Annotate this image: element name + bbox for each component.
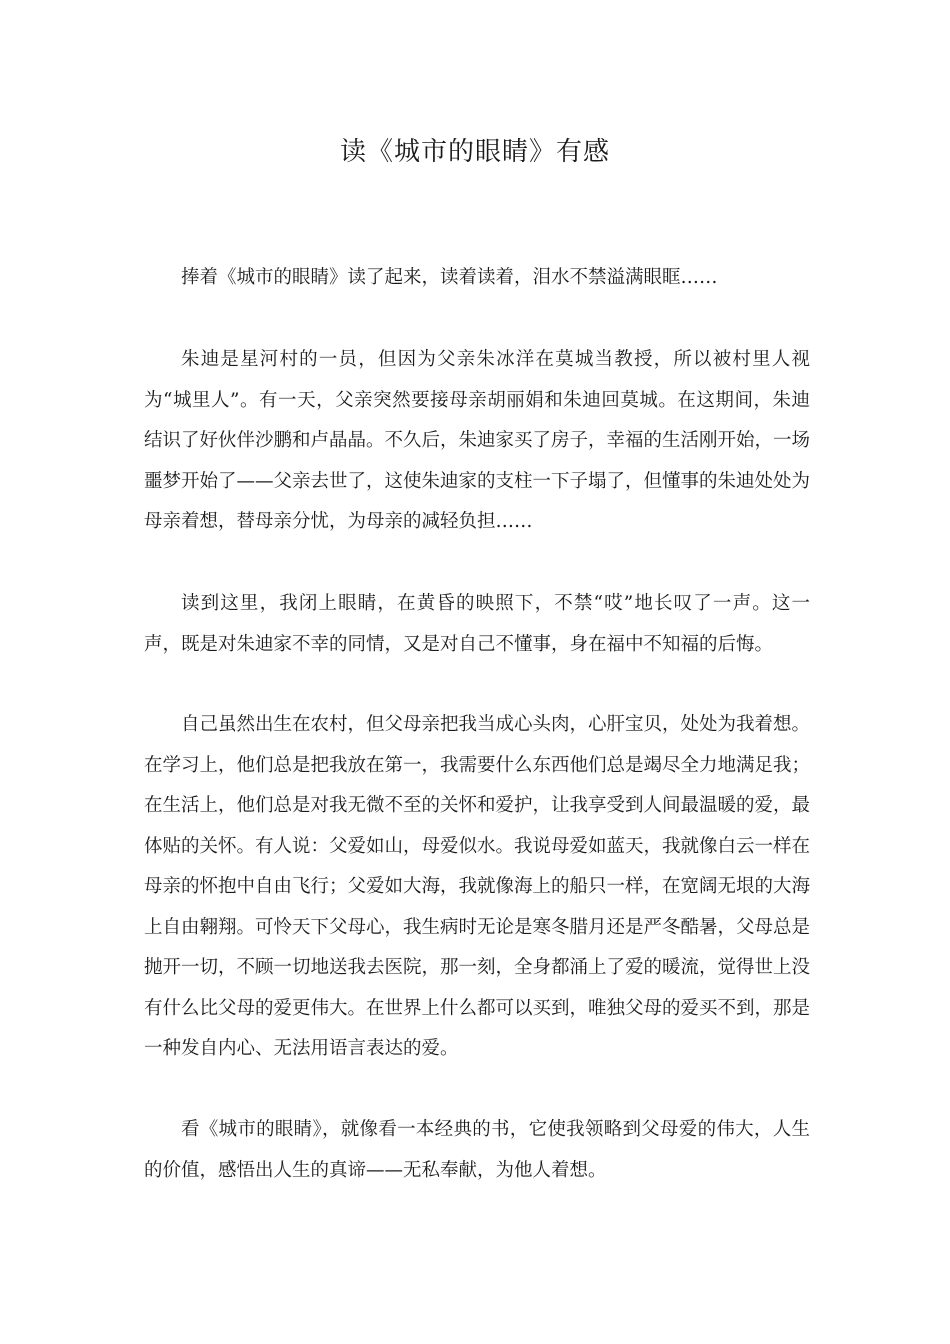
paragraph-intro: 捧着《城市的眼睛》读了起来，读着读着，泪水不禁溢满眼眶…… — [181, 267, 718, 288]
paragraph-parents-love: 自己虽然出生在农村，但父母亲把我当成心头肉，心肝宝贝，处处为我着想。在学习上，他们总是把我放在第一，我需要什么东西他们总是竭尽全力地满足我；在生活上，他们总是对我无微不至的关怀和爱护，让我享受到人间最温暖的爱，最体贴的关怀。有人说：父爱如山，母爱似水。我说母爱如蓝天，我就像白云一样在母亲的怀抱中自由飞行；父爱如大海，我就像海上的船只一样，在宽阔无垠的大海上自由翱翔。可怜天下父母心，我生病时无论是寒冬腊月还是严冬酷暑，父母总是抛开一切，不顾一切地送我去医院，那一刻，全身都涌上了爱的暖流，觉得世上没有什么比父母的爱更伟大。在世界上什么都可以买到，唯独父母的爱买不到，那是一种发自内心、无法用语言表达的爱。 — [144, 714, 811, 1059]
paragraph-reflection: 读到这里，我闭上眼睛，在黄昏的映照下，不禁“哎”地长叹了一声。这一声，既是对朱迪家不幸的同情，又是对自己不懂事，身在福中不知福的后悔。 — [144, 593, 810, 655]
page-title: 读《城市的眼睛》有感 — [339, 137, 610, 167]
paragraph-conclusion: 看《城市的眼睛》，就像看一本经典的书，它使我领略到父母爱的伟大，人生的价值，感悟出人生的真谛——无私奉献，为他人着想。 — [144, 1119, 810, 1181]
paragraph-story-summary: 朱迪是星河村的一员，但因为父亲朱冰洋在莫城当教授，所以被村里人视为“城里人”。有一天，父亲突然要接母亲胡丽娟和朱迪回莫城。在这期间，朱迪结识了好伙伴沙鹏和卢晶晶。不久后，朱迪家买了房子，幸福的生活刚开始，一场噩梦开始了——父亲去世了，这使朱迪家的支柱一下子塌了，但懂事的朱迪处处为母亲着想，替母亲分忧，为母亲的减轻负担…… — [144, 349, 811, 532]
